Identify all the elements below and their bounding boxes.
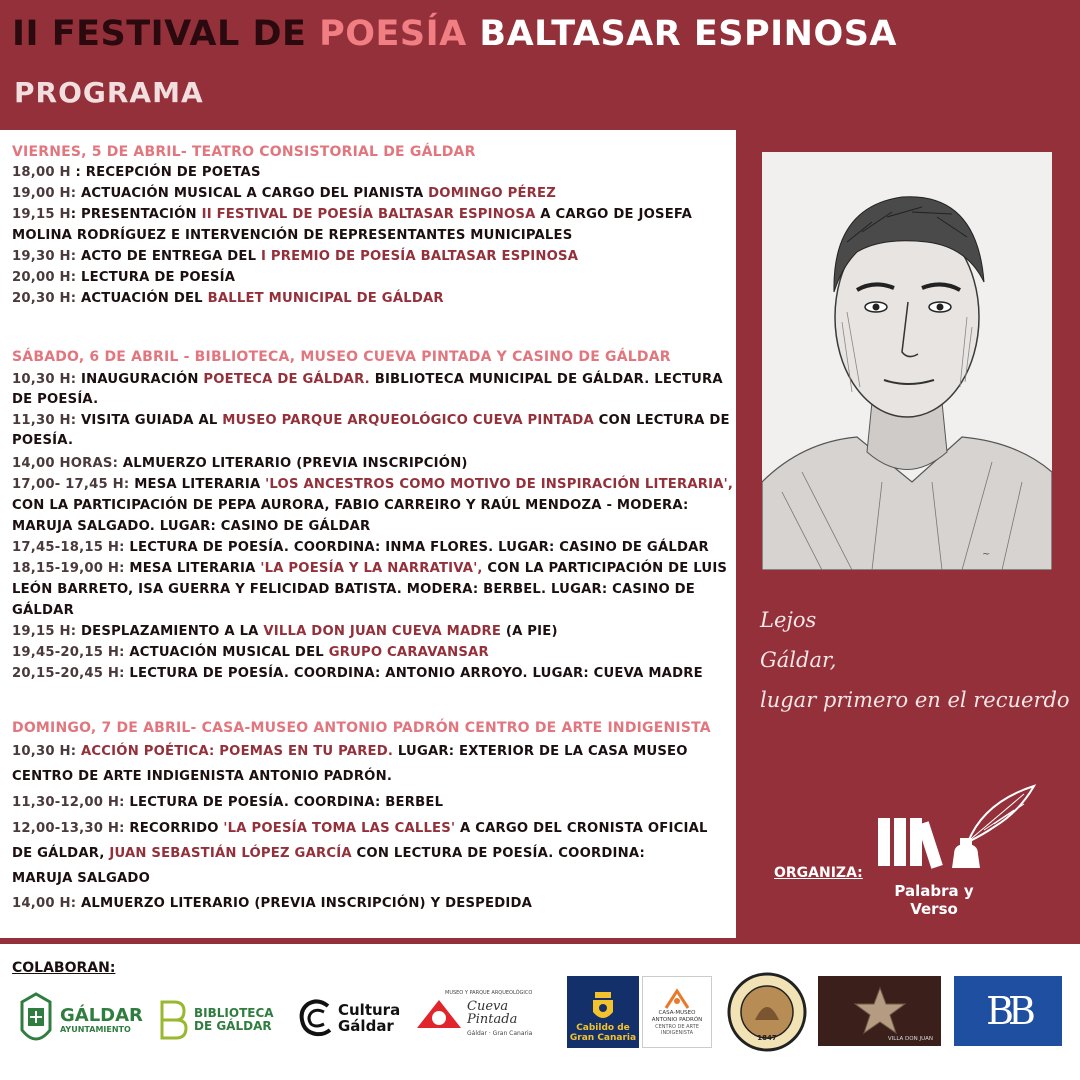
portrait-sketch-icon xyxy=(762,152,1052,570)
cultura-galdar-logo xyxy=(298,993,408,1043)
cueva-triangle-icon xyxy=(415,996,463,1030)
saturday-item-5: 17,45-18,15 H: LECTURA DE POESÍA. COORDINA: INMA FLORES. LUGAR: CASINO DE GÁLDAR xyxy=(12,540,709,555)
galdar-name: GÁLDAR xyxy=(60,1004,143,1026)
sunday-item-3-cont-1: DE GÁLDAR, JUAN SEBASTIÁN LÓPEZ GARCÍA CON LECTURA DE POESÍA. COORDINA: xyxy=(12,846,645,861)
page-subtitle: PROGRAMA xyxy=(14,76,204,109)
cultura-line-1: Cultura xyxy=(338,1000,401,1019)
sunday-item-3: 12,00-13,30 H: RECORRIDO 'LA POESÍA TOMA LAS CALLES' A CARGO DEL CRONISTA OFICIAL xyxy=(12,821,708,836)
casa-line-1: CASA-MUSEO xyxy=(658,1010,696,1017)
saturday-item-7: 19,15 H: DESPLAZAMIENTO A LA VILLA DON JUAN CUEVA MADRE (A PIE) xyxy=(12,624,558,639)
cueva-top-text: MUSEO Y PARQUE ARQUEOLÓGICO xyxy=(445,990,533,996)
friday-heading: VIERNES, 5 DE ABRIL- TEATRO CONSISTORIAL DE GÁLDAR xyxy=(12,144,476,160)
cultura-line-2: Gáldar xyxy=(338,1017,394,1035)
saturday-item-1-cont: DE POESÍA. xyxy=(12,392,99,407)
friday-item-3-cont: MOLINA RODRÍGUEZ E INTERVENCIÓN DE REPRESENTANTES MUNICIPALES xyxy=(12,228,573,243)
seal-year: 1847 xyxy=(757,1034,777,1042)
friday-item-3: 19,15 H: PRESENTACIÓN II FESTIVAL DE POESÍA BALTASAR ESPINOSA A CARGO DE JOSEFA xyxy=(12,207,693,222)
friday-item-2: 19,00 H: ACTUACIÓN MUSICAL A CARGO DEL PIANISTA DOMINGO PÉREZ xyxy=(12,186,556,201)
cabildo-crest-icon xyxy=(589,990,617,1024)
poem-quote xyxy=(760,600,1070,720)
colaboran-label: COLABORAN: xyxy=(12,960,116,976)
villa-star-icon xyxy=(853,986,907,1036)
galdar-ayuntamiento-logo xyxy=(18,990,148,1050)
cabildo-line-2: Gran Canaria xyxy=(569,1033,637,1044)
friday-item-6: 20,30 H: ACTUACIÓN DEL BALLET MUNICIPAL DE GÁLDAR xyxy=(12,291,444,306)
galdar-shield-icon xyxy=(18,992,54,1048)
casa-museo-emblem-icon xyxy=(664,988,690,1010)
villa-don-juan-logo xyxy=(818,976,941,1046)
sociedad-seal-logo xyxy=(727,972,807,1052)
header-banner xyxy=(0,0,1080,130)
saturday-item-3: 14,00 HORAS: ALMUERZO LITERARIO (PREVIA INSCRIPCIÓN) xyxy=(12,456,468,471)
biblioteca-line-2: DE GÁLDAR xyxy=(194,1019,272,1033)
saturday-item-4-cont-2: MARUJA SALGADO. LUGAR: CASINO DE GÁLDAR xyxy=(12,519,371,534)
saturday-item-6-cont-2: GÁLDAR xyxy=(12,603,74,618)
saturday-item-2-cont: POESÍA. xyxy=(12,433,74,448)
cultura-c-icon xyxy=(298,998,334,1038)
biblioteca-galdar-logo xyxy=(158,995,283,1045)
sunday-heading: DOMINGO, 7 DE ABRIL- CASA-MUSEO ANTONIO PADRÓN CENTRO DE ARTE INDIGENISTA xyxy=(12,720,711,736)
quote-line-1: Lejos xyxy=(760,608,817,632)
saturday-heading: SÁBADO, 6 DE ABRIL - BIBLIOTECA, MUSEO CUEVA PINTADA Y CASINO DE GÁLDAR xyxy=(12,349,671,365)
friday-item-5: 20,00 H: LECTURA DE POESÍA xyxy=(12,270,236,285)
title-part-2: POESÍA xyxy=(319,14,467,54)
saturday-item-6: 18,15-19,00 H: MESA LITERARIA 'LA POESÍA Y LA NARRATIVA', CON LA PARTICIPACIÓN DE LUIS xyxy=(12,561,728,576)
saturday-item-4: 17,00- 17,45 H: MESA LITERARIA 'LOS ANCESTROS COMO MOTIVO DE INSPIRACIÓN LITERARIA', xyxy=(12,477,734,492)
biblioteca-line-1: BIBLIOTECA xyxy=(194,1005,274,1020)
sunday-item-1-cont: CENTRO DE ARTE INDIGENISTA ANTONIO PADRÓN. xyxy=(12,769,393,784)
organiza-label: ORGANIZA: xyxy=(774,865,863,881)
side-panel xyxy=(736,130,1080,938)
svg-text:~: ~ xyxy=(982,549,991,560)
saturday-item-9: 20,15-20,45 H: LECTURA DE POESÍA. COORDINA: ANTONIO ARROYO. LUGAR: CUEVA MADRE xyxy=(12,666,703,681)
casa-museo-logo xyxy=(642,976,712,1048)
bb-logo xyxy=(954,976,1062,1046)
biblioteca-b-icon xyxy=(158,998,188,1042)
cueva-sub-text: Gáldar · Gran Canaria xyxy=(467,1030,533,1037)
program-content xyxy=(0,130,736,938)
sunday-item-2: 11,30-12,00 H: LECTURA DE POESÍA. COORDINA: BERBEL xyxy=(12,795,444,810)
sunday-item-3-cont-2: MARUJA SALGADO xyxy=(12,871,150,886)
page-title xyxy=(12,14,897,54)
villa-label: VILLA DON JUAN xyxy=(887,1036,933,1042)
casa-line-4: INDIGENISTA xyxy=(660,1029,694,1036)
sunday-item-1: 10,30 H: ACCIÓN POÉTICA: POEMAS EN TU PARED. LUGAR: EXTERIOR DE LA CASA MUSEO xyxy=(12,744,688,759)
bb-letters: BB xyxy=(986,989,1030,1033)
title-part-3: BALTASAR ESPINOSA xyxy=(466,14,897,54)
cueva-line-2: Pintada xyxy=(467,1012,518,1027)
saturday-item-2: 11,30 H: VISITA GUIADA AL MUSEO PARQUE ARQUEOLÓGICO CUEVA PINTADA CON LECTURA DE xyxy=(12,413,730,428)
title-part-1: II FESTIVAL DE xyxy=(12,14,320,54)
casa-line-2: ANTONIO PADRÓN xyxy=(651,1017,703,1023)
saturday-item-8: 19,45-20,15 H: ACTUACIÓN MUSICAL DEL GRUPO CARAVANSAR xyxy=(12,645,489,660)
saturday-item-6-cont-1: LEÓN BARRETO, ISA GUERRA Y FELICIDAD BATISTA. MODERA: BERBEL. LUGAR: CASINO DE xyxy=(12,582,696,597)
friday-item-4: 19,30 H: ACTO DE ENTREGA DEL I PREMIO DE POESÍA BALTASAR ESPINOSA xyxy=(12,249,579,264)
friday-item-1: 18,00 H : RECEPCIÓN DE POETAS xyxy=(12,165,261,180)
cueva-line-1: Cueva xyxy=(467,999,509,1014)
cabildo-line-1: Cabildo de xyxy=(576,1023,630,1034)
cabildo-logo xyxy=(567,976,639,1048)
quote-line-3: lugar primero en el recuerdo xyxy=(760,688,1070,712)
footer-divider xyxy=(0,938,1080,944)
casa-line-3: CENTRO DE ARTE xyxy=(655,1023,699,1030)
galdar-sub: AYUNTAMIENTO xyxy=(60,1024,131,1034)
organizer-name: Palabra y Verso xyxy=(894,882,974,918)
poet-portrait-image xyxy=(762,152,1052,570)
cueva-pintada-logo xyxy=(415,990,550,1050)
saturday-item-1: 10,30 H: INAUGURACIÓN POETECA DE GÁLDAR. BIBLIOTECA MUNICIPAL DE GÁLDAR. LECTURA xyxy=(12,372,723,387)
sunday-item-4: 14,00 H: ALMUERZO LITERARIO (PREVIA INSCRIPCIÓN) Y DESPEDIDA xyxy=(12,896,533,911)
quote-line-2: Gáldar, xyxy=(760,648,837,672)
saturday-item-4-cont-1: CON LA PARTICIPACIÓN DE PEPA AURORA, FABIO CARREIRO Y RAÚL MENDOZA - MODERA: xyxy=(12,498,689,513)
